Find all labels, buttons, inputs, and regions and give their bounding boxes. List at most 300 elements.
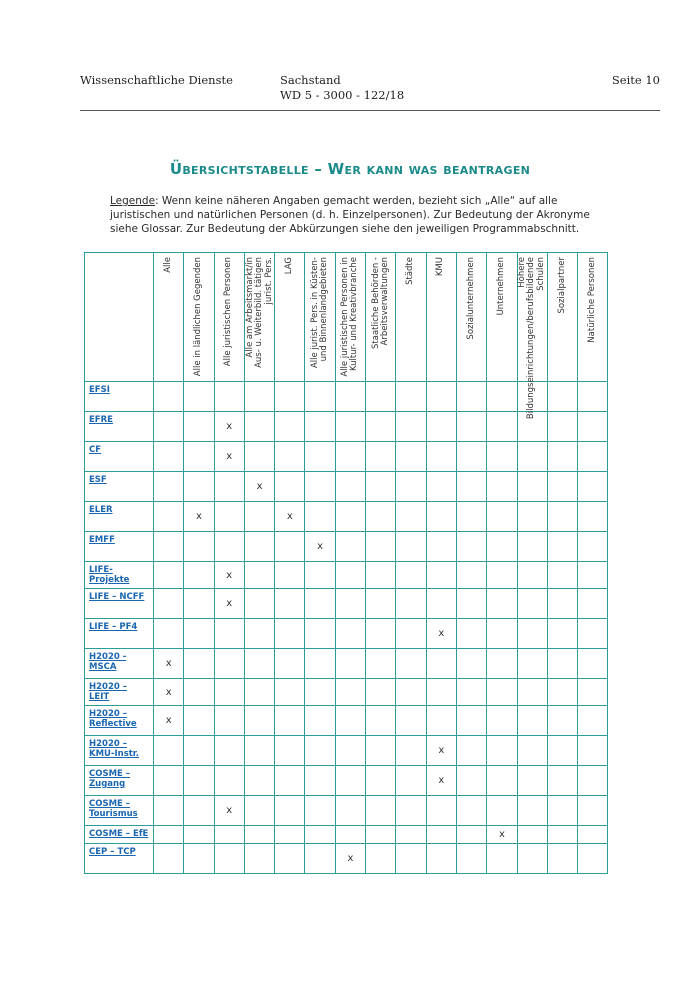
- legend-paragraph: [110, 194, 605, 236]
- column-header: [487, 253, 517, 382]
- eligibility-cell: [214, 844, 244, 874]
- eligibility-cell: [154, 472, 184, 502]
- eligibility-cell: [275, 619, 305, 649]
- column-header: [516, 253, 547, 420]
- eligibility-cell: [487, 382, 517, 412]
- eligibility-cell: [335, 502, 365, 532]
- column-header-label: Höhere Bildungseinrichtungen/berufsbildende Schulen: [516, 256, 546, 420]
- eligibility-cell: [487, 679, 517, 706]
- eligibility-cell: [244, 382, 274, 412]
- eligibility-cell: [305, 706, 335, 736]
- eligibility-mark: x: [226, 805, 233, 816]
- eligibility-cell: [305, 412, 335, 442]
- program-link[interactable]: COSME – EfE: [89, 829, 149, 839]
- eligibility-cell: [305, 619, 335, 649]
- program-cell: [85, 679, 154, 706]
- eligibility-cell: [244, 442, 274, 472]
- eligibility-cell: [366, 589, 396, 619]
- program-link[interactable]: EMFF: [89, 535, 115, 545]
- eligibility-cell: [154, 844, 184, 874]
- eligibility-cell: [426, 736, 456, 766]
- header-page-number: Seite 10: [611, 73, 660, 87]
- eligibility-cell: [366, 796, 396, 826]
- eligibility-cell: [578, 736, 608, 766]
- eligibility-cell: [214, 736, 244, 766]
- eligibility-cell: [517, 589, 547, 619]
- eligibility-cell: [335, 562, 365, 589]
- eligibility-cell: [517, 562, 547, 589]
- eligibility-cell: [426, 532, 456, 562]
- eligibility-cell: [335, 766, 365, 796]
- eligibility-cell: [154, 382, 184, 412]
- eligibility-cell: [426, 844, 456, 874]
- eligibility-cell: [366, 766, 396, 796]
- eligibility-cell: [214, 532, 244, 562]
- eligibility-cell: [305, 442, 335, 472]
- column-header: [396, 253, 426, 382]
- eligibility-cell: [305, 382, 335, 412]
- eligibility-cell: [154, 706, 184, 736]
- eligibility-cell: [547, 706, 577, 736]
- eligibility-cell: [396, 736, 426, 766]
- column-header: [275, 253, 305, 382]
- eligibility-mark: x: [438, 745, 445, 756]
- eligibility-cell: [396, 679, 426, 706]
- column-header-label: KMU: [435, 257, 446, 277]
- program-cell: [85, 589, 154, 619]
- eligibility-cell: [305, 532, 335, 562]
- eligibility-cell: [426, 706, 456, 736]
- column-header-label: Alle jurist. Pers. in Küsten- und Binnenlandgebieten: [309, 257, 330, 369]
- program-link[interactable]: H2020 – LEIT: [89, 682, 127, 702]
- legend-label: Legende: [110, 195, 156, 207]
- eligibility-cell: [487, 412, 517, 442]
- program-cell: [85, 442, 154, 472]
- eligibility-cell: [456, 766, 486, 796]
- eligibility-cell: [517, 679, 547, 706]
- eligibility-mark: x: [226, 569, 233, 581]
- program-cell: [85, 796, 154, 826]
- eligibility-cell: [487, 502, 517, 532]
- eligibility-cell: [184, 736, 214, 766]
- eligibility-cell: [456, 502, 486, 532]
- header-document-info: [280, 73, 404, 103]
- eligibility-cell: [275, 532, 305, 562]
- program-cell: [85, 502, 154, 532]
- eligibility-cell: [154, 619, 184, 649]
- eligibility-cell: [426, 382, 456, 412]
- eligibility-cell: [396, 796, 426, 826]
- eligibility-cell: [366, 844, 396, 874]
- eligibility-cell: [366, 532, 396, 562]
- eligibility-cell: [154, 589, 184, 619]
- eligibility-cell: [517, 502, 547, 532]
- eligibility-cell: [487, 826, 517, 844]
- eligibility-cell: [184, 382, 214, 412]
- program-link[interactable]: EFSI: [89, 385, 110, 395]
- program-link[interactable]: H2020 - MSCA: [89, 652, 127, 672]
- eligibility-cell: [184, 619, 214, 649]
- eligibility-cell: [578, 844, 608, 874]
- eligibility-cell: [547, 826, 577, 844]
- eligibility-cell: [335, 649, 365, 679]
- program-link[interactable]: COSME – Tourismus: [89, 799, 138, 819]
- eligibility-cell: [426, 472, 456, 502]
- eligibility-cell: [214, 619, 244, 649]
- eligibility-cell: [426, 562, 456, 589]
- eligibility-cell: [366, 706, 396, 736]
- eligibility-cell: [244, 796, 274, 826]
- table-row: [85, 796, 608, 826]
- program-link[interactable]: EFRE: [89, 415, 113, 425]
- program-link[interactable]: LIFE-Projekte: [89, 565, 130, 585]
- eligibility-cell: [244, 412, 274, 442]
- eligibility-cell: [547, 472, 577, 502]
- eligibility-cell: [578, 412, 608, 442]
- eligibility-cell: [275, 649, 305, 679]
- program-link[interactable]: CEP – TCP: [89, 847, 136, 857]
- column-header: [456, 253, 486, 382]
- table-header-row: [85, 253, 608, 382]
- page-title: Übersichtstabelle – Wer kann was beantragen: [169, 160, 531, 178]
- eligibility-cell: [244, 589, 274, 619]
- table-row: [85, 532, 608, 562]
- program-cell: [85, 736, 154, 766]
- eligibility-cell: [305, 562, 335, 589]
- eligibility-cell: [547, 649, 577, 679]
- column-header: [244, 253, 274, 382]
- eligibility-cell: [335, 826, 365, 844]
- eligibility-cell: [154, 532, 184, 562]
- eligibility-cell: [335, 589, 365, 619]
- header-divider: [80, 110, 660, 111]
- eligibility-cell: [396, 532, 426, 562]
- eligibility-cell: [396, 412, 426, 442]
- eligibility-cell: [456, 736, 486, 766]
- eligibility-cell: [426, 502, 456, 532]
- eligibility-cell: [517, 472, 547, 502]
- table-row: [85, 562, 608, 589]
- eligibility-cell: [547, 619, 577, 649]
- eligibility-cell: [275, 562, 305, 589]
- eligibility-cell: [305, 679, 335, 706]
- eligibility-cell: [517, 796, 547, 826]
- eligibility-cell: [456, 649, 486, 679]
- eligibility-cell: [396, 442, 426, 472]
- eligibility-cell: [275, 736, 305, 766]
- eligibility-cell: [214, 472, 244, 502]
- eligibility-cell: [456, 706, 486, 736]
- table-row: [85, 649, 608, 679]
- eligibility-cell: [487, 472, 517, 502]
- eligibility-cell: [517, 844, 547, 874]
- eligibility-cell: [456, 619, 486, 649]
- eligibility-cell: [456, 472, 486, 502]
- table-row: [85, 442, 608, 472]
- eligibility-cell: [275, 766, 305, 796]
- eligibility-cell: [456, 796, 486, 826]
- eligibility-cell: [396, 589, 426, 619]
- eligibility-cell: [244, 649, 274, 679]
- program-cell: [85, 532, 154, 562]
- table-row: [85, 844, 608, 874]
- eligibility-cell: [244, 562, 274, 589]
- column-header: [154, 253, 184, 382]
- eligibility-cell: [305, 766, 335, 796]
- eligibility-cell: [487, 736, 517, 766]
- eligibility-cell: [244, 826, 274, 844]
- program-link[interactable]: H2020 – KMU-Instr.: [89, 739, 140, 759]
- eligibility-cell: [366, 649, 396, 679]
- eligibility-cell: [426, 442, 456, 472]
- eligibility-cell: [578, 679, 608, 706]
- eligibility-cell: [547, 562, 577, 589]
- column-header: [578, 253, 608, 382]
- eligibility-cell: [154, 649, 184, 679]
- eligibility-cell: [547, 766, 577, 796]
- program-cell: [85, 706, 154, 736]
- eligibility-cell: [547, 679, 577, 706]
- eligibility-cell: [487, 844, 517, 874]
- eligibility-cell: [244, 736, 274, 766]
- eligibility-cell: [214, 766, 244, 796]
- column-header-label: Alle am Arbeitsmarkt/in Aus- u. Weiterbild. tätigen jurist. Pers.: [244, 257, 274, 368]
- header-doc-number: WD 5 - 3000 - 122/18: [280, 88, 405, 102]
- program-link[interactable]: COSME – Zugang: [89, 769, 131, 789]
- eligibility-cell: [396, 619, 426, 649]
- eligibility-cell: [366, 826, 396, 844]
- eligibility-cell: [547, 502, 577, 532]
- eligibility-cell: [154, 736, 184, 766]
- eligibility-cell: [547, 532, 577, 562]
- program-cell: [85, 562, 154, 589]
- column-header: [214, 253, 244, 382]
- eligibility-cell: [396, 649, 426, 679]
- eligibility-cell: [154, 796, 184, 826]
- eligibility-cell: [184, 502, 214, 532]
- eligibility-cell: [547, 736, 577, 766]
- eligibility-cell: [154, 442, 184, 472]
- eligibility-cell: [396, 766, 426, 796]
- eligibility-cell: [456, 826, 486, 844]
- program-cell: [85, 844, 154, 874]
- eligibility-cell: [366, 619, 396, 649]
- eligibility-cell: [578, 706, 608, 736]
- eligibility-cell: [214, 706, 244, 736]
- eligibility-cell: [214, 649, 244, 679]
- column-header-label: Alle: [162, 257, 173, 273]
- program-link[interactable]: LIFE – NCFF: [89, 592, 145, 602]
- eligibility-mark: x: [256, 481, 263, 492]
- header-department: Wissenschaftliche Dienste: [80, 73, 233, 87]
- table-row: [85, 826, 608, 844]
- eligibility-cell: [335, 706, 365, 736]
- eligibility-cell: [426, 826, 456, 844]
- eligibility-cell: [456, 679, 486, 706]
- program-cell: [85, 472, 154, 502]
- eligibility-cell: [396, 382, 426, 412]
- eligibility-cell: [184, 706, 214, 736]
- eligibility-cell: [214, 826, 244, 844]
- eligibility-cell: [335, 472, 365, 502]
- eligibility-cell: [275, 826, 305, 844]
- eligibility-cell: [305, 649, 335, 679]
- program-cell: [85, 619, 154, 649]
- eligibility-cell: [426, 766, 456, 796]
- eligibility-cell: [214, 412, 244, 442]
- eligibility-cell: [275, 442, 305, 472]
- eligibility-cell: [366, 736, 396, 766]
- eligibility-mark: x: [165, 658, 172, 669]
- column-header: [184, 253, 214, 382]
- eligibility-cell: [275, 706, 305, 736]
- program-cell: [85, 766, 154, 796]
- eligibility-cell: [517, 826, 547, 844]
- eligibility-cell: [456, 589, 486, 619]
- eligibility-cell: [366, 472, 396, 502]
- eligibility-cell: [396, 472, 426, 502]
- eligibility-cell: [244, 502, 274, 532]
- eligibility-cell: [184, 766, 214, 796]
- eligibility-cell: [456, 532, 486, 562]
- eligibility-cell: [305, 502, 335, 532]
- eligibility-cell: [305, 736, 335, 766]
- column-header: [547, 253, 577, 382]
- eligibility-cell: [456, 442, 486, 472]
- eligibility-mark: x: [165, 715, 172, 726]
- column-header: [366, 253, 396, 382]
- eligibility-cell: [487, 442, 517, 472]
- eligibility-cell: [275, 589, 305, 619]
- eligibility-cell: [487, 619, 517, 649]
- column-header: [335, 253, 365, 382]
- eligibility-cell: [184, 412, 214, 442]
- table-corner-cell: [85, 253, 154, 382]
- eligibility-cell: [154, 502, 184, 532]
- eligibility-cell: [487, 649, 517, 679]
- eligibility-cell: [184, 589, 214, 619]
- table-row: [85, 589, 608, 619]
- column-header-label: Staatliche Behörden - Arbeitsverwaltungen: [370, 257, 390, 349]
- eligibility-cell: [396, 502, 426, 532]
- column-header-label: Sozialunternehmen: [465, 257, 476, 340]
- eligibility-cell: [275, 844, 305, 874]
- eligibility-cell: [366, 442, 396, 472]
- eligibility-mark: x: [438, 628, 445, 639]
- eligibility-cell: [214, 562, 244, 589]
- eligibility-cell: [547, 382, 577, 412]
- eligibility-cell: [184, 649, 214, 679]
- eligibility-cell: [244, 766, 274, 796]
- eligibility-cell: [154, 766, 184, 796]
- column-header-label: Alle in ländlichen Gegenden: [193, 257, 204, 377]
- program-link[interactable]: H2020 – Reflective: [89, 709, 137, 729]
- eligibility-cell: [275, 679, 305, 706]
- eligibility-cell: [366, 412, 396, 442]
- eligibility-cell: [578, 589, 608, 619]
- program-link[interactable]: LIFE – PF4: [89, 622, 138, 632]
- column-header-label: Alle juristischen Personen: [223, 257, 234, 367]
- program-link[interactable]: CF: [89, 445, 102, 455]
- eligibility-cell: [335, 736, 365, 766]
- eligibility-cell: [517, 619, 547, 649]
- eligibility-cell: [517, 706, 547, 736]
- eligibility-cell: [184, 472, 214, 502]
- eligibility-cell: [154, 826, 184, 844]
- eligibility-cell: [275, 412, 305, 442]
- eligibility-cell: [366, 562, 396, 589]
- program-cell: [85, 382, 154, 412]
- eligibility-cell: [396, 562, 426, 589]
- eligibility-cell: [578, 442, 608, 472]
- eligibility-mark: x: [165, 686, 172, 698]
- eligibility-cell: [214, 796, 244, 826]
- eligibility-cell: [547, 442, 577, 472]
- eligibility-mark: x: [226, 421, 233, 432]
- eligibility-cell: [547, 796, 577, 826]
- eligibility-cell: [578, 562, 608, 589]
- column-header-label: Unternehmen: [496, 257, 507, 316]
- eligibility-cell: [456, 844, 486, 874]
- eligibility-cell: [578, 796, 608, 826]
- eligibility-cell: [275, 382, 305, 412]
- eligibility-cell: [335, 442, 365, 472]
- eligibility-mark: x: [347, 853, 354, 864]
- eligibility-cell: [184, 826, 214, 844]
- eligibility-cell: [366, 382, 396, 412]
- eligibility-cell: [517, 442, 547, 472]
- eligibility-cell: [426, 412, 456, 442]
- table-row: [85, 619, 608, 649]
- eligibility-cell: [517, 649, 547, 679]
- eligibility-cell: [184, 796, 214, 826]
- eligibility-cell: [305, 826, 335, 844]
- eligibility-cell: [335, 382, 365, 412]
- column-header-label: Alle juristischen Personen in Kultur- und Kreativbranche: [339, 257, 360, 377]
- eligibility-cell: [335, 412, 365, 442]
- program-link[interactable]: ELER: [89, 505, 113, 515]
- eligibility-mark: x: [317, 541, 324, 552]
- eligibility-cell: [578, 619, 608, 649]
- eligibility-cell: [396, 844, 426, 874]
- eligibility-cell: [487, 766, 517, 796]
- eligibility-cell: [275, 796, 305, 826]
- column-header-label: Sozialpartner: [556, 257, 567, 314]
- eligibility-cell: [426, 679, 456, 706]
- eligibility-cell: [547, 844, 577, 874]
- eligibility-cell: [244, 844, 274, 874]
- program-link[interactable]: ESF: [89, 475, 107, 485]
- eligibility-cell: [244, 706, 274, 736]
- eligibility-cell: [214, 442, 244, 472]
- eligibility-mark: x: [498, 829, 505, 840]
- eligibility-cell: [305, 796, 335, 826]
- eligibility-mark: x: [226, 598, 233, 609]
- eligibility-cell: [154, 562, 184, 589]
- eligibility-cell: [305, 589, 335, 619]
- column-header-label: Natürliche Personen: [587, 257, 598, 343]
- eligibility-cell: [517, 736, 547, 766]
- eligibility-cell: [154, 679, 184, 706]
- eligibility-cell: [578, 766, 608, 796]
- eligibility-cell: [517, 766, 547, 796]
- eligibility-cell: [275, 472, 305, 502]
- eligibility-mark: x: [438, 775, 445, 786]
- eligibility-cell: [578, 502, 608, 532]
- eligibility-cell: [335, 679, 365, 706]
- eligibility-cell: [244, 472, 274, 502]
- eligibility-cell: [184, 679, 214, 706]
